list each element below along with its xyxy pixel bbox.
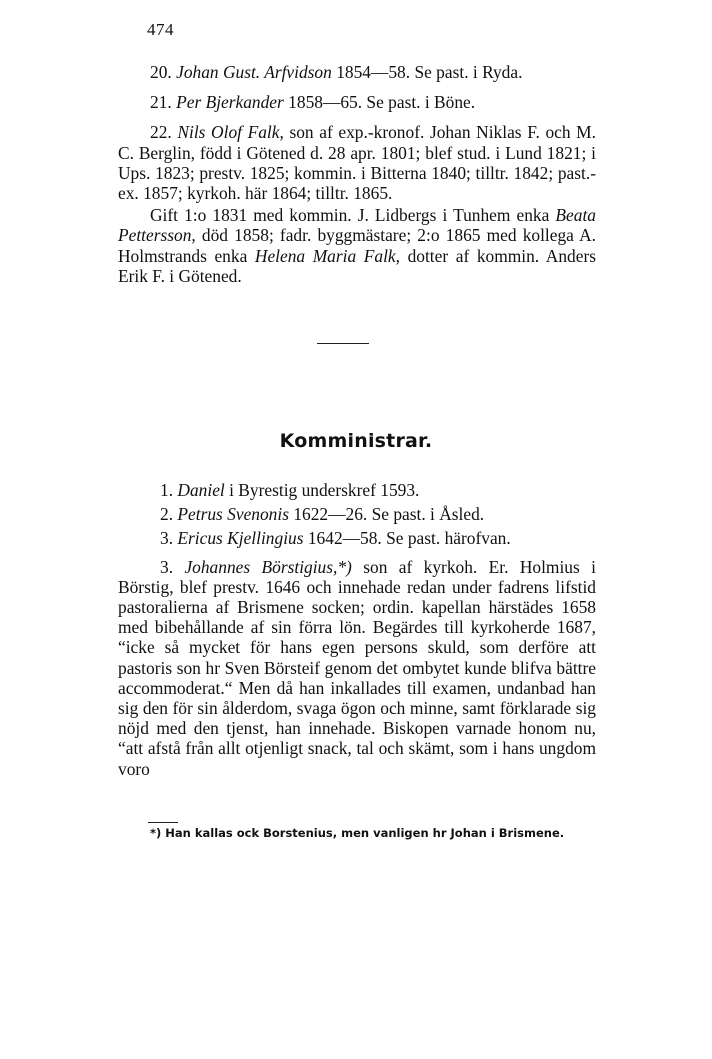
entry-text: 1854—58. Se past. i Ryda. (336, 62, 523, 82)
footnote: *) Han kallas ock Borstenius, men vanligen hr Johan i Brismene. (150, 826, 565, 840)
item-number: 3. (160, 528, 174, 549)
page-number: 474 (147, 20, 174, 39)
entry-20 (118, 62, 596, 82)
entry-text: son af exp.-kronof. Johan Niklas F. och M. C. Berglin, född i Götened d. 28 apr. 1801; blef stud. i Lund 1821; i Ups. 1823; prestv. 1825; kommin. i Bitterna 1840; tilltr. 1842; past.-ex. 1857; kyrkoh. här 1864; tilltr. 1865. (118, 122, 596, 204)
item-text: i Byrestig underskref 1593. (229, 480, 420, 500)
entry-number: 22. (150, 122, 172, 143)
item-number: 2. (160, 504, 174, 525)
item-name: Ericus Kjellingius (177, 528, 304, 549)
item-name: Petrus Svenonis (177, 504, 289, 525)
entry-name: Per Bjerkander (176, 92, 284, 113)
main-entry (118, 557, 596, 779)
entry-number: 20. (150, 62, 172, 82)
entry-name: Nils Olof Falk, (177, 122, 284, 143)
spouse-name-2: Helena Maria Falk, (254, 245, 400, 266)
entry-number: 21. (150, 92, 172, 113)
item-text: 1642—58. Se past. härofvan. (307, 528, 511, 549)
marriage-text-3: dotter af kommin. Anders Erik F. i Götened. (118, 245, 596, 286)
marriage-text-1: Gift 1:o 1831 med kommin. J. Lidbergs i Tunhem enka (150, 205, 556, 226)
marriage-text-2: död 1858; fadr. byggmästare; 2:o 1865 med kollega A. Holmstrands enka (118, 225, 596, 266)
main-entry-name: Johannes Börstigius,*) (184, 556, 352, 577)
entry-22 (118, 122, 596, 203)
list-item (118, 528, 596, 548)
footnote-divider (148, 822, 178, 823)
list-item (118, 480, 596, 500)
section-heading: Komministrar. (279, 430, 433, 452)
spouse-name-1: Beata Pettersson, (118, 205, 596, 246)
list-item (118, 504, 596, 524)
entry-name: Johan Gust. Arfvidson (176, 62, 332, 82)
komministrar-list (118, 480, 596, 783)
entry-21 (118, 92, 596, 112)
item-number: 1. (160, 480, 174, 500)
item-name: Daniel (177, 480, 225, 500)
marriage-paragraph (118, 205, 596, 286)
main-entry-text: son af kyrkoh. Er. Holmius i Börstig, blef prestv. 1646 och innehade redan under fadrens lifstid pastoralierna af Brismene socken; ordin. kapellan härstädes 1658 med bibehållande af sin förra lön. Begärdes till kyrkoherde 1687, “icke så mycket för hans egen persons skuld, som derföre att pastoris son hr Sven Börsteif genom det ombytet kunde blifva bättre accommoderat.“ Men då han inkallades till examen, undanbad han sig den för sin ålderdom, svaga ögon och minne, samt förklarade sig nöjd med den tjenst, han innehade. Biskopen varnade honom nu, “att afstå från allt otjenligt snack, tal och skämt, som i hans ungdom voro (118, 556, 596, 779)
entry-text: 1858—65. Se past. i Böne. (288, 92, 476, 113)
main-entry-number: 3. (160, 556, 174, 577)
entries-block (118, 62, 596, 286)
section-divider (317, 343, 369, 344)
item-text: 1622—26. Se past. i Åsled. (293, 504, 485, 525)
